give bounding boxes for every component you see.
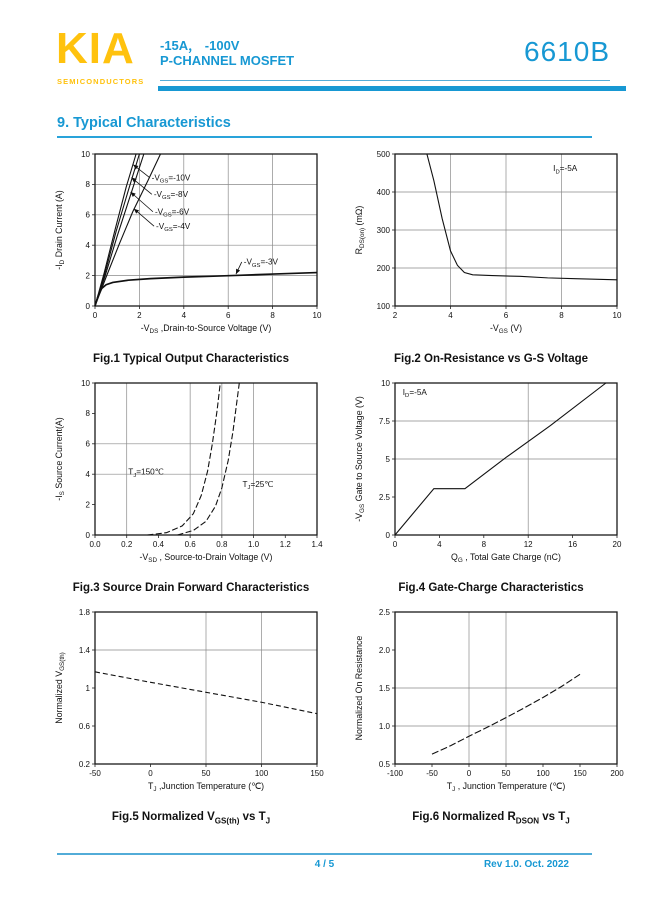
- annotation: $-V_{GS}=-4V$: [156, 222, 191, 234]
- fig6-chart: [351, 604, 631, 806]
- svg-text:400: 400: [376, 187, 390, 197]
- annotation: $I_D=-5A$: [402, 387, 427, 399]
- svg-text:0.6: 0.6: [78, 721, 90, 731]
- svg-text:10: 10: [612, 311, 622, 320]
- page-number: 4 / 5: [314, 859, 335, 870]
- kia-logo: KIA: [56, 24, 135, 73]
- svg-text:5: 5: [385, 454, 390, 464]
- svg-text:2: 2: [85, 500, 90, 510]
- fig1-caption: Fig.1 Typical Output Characteristics: [93, 353, 289, 365]
- svg-text:10: 10: [381, 378, 390, 388]
- svg-text:2.0: 2.0: [378, 645, 390, 655]
- svg-text:0.4: 0.4: [152, 540, 164, 549]
- svg-text:10: 10: [312, 311, 322, 320]
- svg-text:0.2: 0.2: [78, 759, 90, 769]
- svg-text:8: 8: [559, 311, 564, 320]
- svg-text:10: 10: [81, 149, 90, 159]
- footer-rule: [57, 853, 592, 855]
- series-TJ=150C: [147, 383, 220, 535]
- figure-1: [46, 146, 336, 365]
- series-TJ=25C: [177, 383, 239, 535]
- svg-text:16: 16: [568, 540, 578, 549]
- svg-text:-100: -100: [386, 769, 404, 778]
- svg-text:0: 0: [85, 301, 90, 311]
- x-axis-label: $T_J$ , Junction Temperature (℃): [446, 781, 566, 794]
- figure-5: [46, 604, 336, 825]
- svg-text:10: 10: [81, 378, 90, 388]
- svg-text:8: 8: [481, 540, 487, 549]
- annotation: $-V_{GS}=-10V$: [151, 173, 191, 185]
- part-number: 6610B: [524, 36, 610, 67]
- y-axis-label: $-V_{GS}$ Gate to Source Voltage (V): [354, 396, 367, 522]
- svg-text:-50: -50: [426, 769, 438, 778]
- svg-text:-50: -50: [89, 769, 101, 778]
- y-axis-label: $R_{DS(on)}$ (mΩ): [354, 205, 367, 255]
- series-VGS=-8V: [95, 154, 139, 306]
- svg-text:1.8: 1.8: [78, 607, 90, 617]
- y-axis-label: $-I_D$ Drain Current (A): [54, 190, 67, 270]
- svg-text:0.2: 0.2: [121, 540, 133, 549]
- svg-text:100: 100: [536, 769, 550, 778]
- svg-text:2: 2: [137, 311, 142, 320]
- svg-text:200: 200: [376, 263, 390, 273]
- svg-text:500: 500: [376, 149, 390, 159]
- svg-text:300: 300: [376, 225, 390, 235]
- svg-text:2.5: 2.5: [378, 492, 390, 502]
- svg-text:50: 50: [501, 769, 511, 778]
- header-rule-thick: [158, 86, 626, 91]
- y-axis-label: Normalized $V_{GS(th)}$: [54, 652, 67, 724]
- annotation: $-V_{GS}=-3V$: [243, 257, 278, 269]
- svg-text:0.6: 0.6: [184, 540, 196, 549]
- figure-3: [46, 375, 336, 594]
- header-rule-thin: [160, 80, 610, 81]
- fig5-caption: Fig.5 Normalized $V_{GS(th)}$ vs $T_J$: [111, 811, 271, 826]
- svg-text:150: 150: [573, 769, 587, 778]
- x-axis-label: $T_J$ ,Junction Temperature (℃): [147, 781, 265, 794]
- svg-text:2: 2: [85, 271, 90, 281]
- svg-text:6: 6: [225, 311, 231, 320]
- x-axis-label: $Q_G$ , Total Gate Charge (nC): [451, 552, 561, 565]
- svg-text:100: 100: [254, 769, 269, 778]
- svg-text:8: 8: [270, 311, 275, 320]
- figure-2: [346, 146, 636, 365]
- series-VGS=-6V: [95, 154, 144, 306]
- svg-text:1.0: 1.0: [248, 540, 260, 549]
- svg-text:0.5: 0.5: [378, 759, 390, 769]
- x-axis-label: $-V_{DS}$ ,Drain-to-Source Voltage (V): [140, 323, 272, 336]
- svg-text:4: 4: [181, 311, 187, 320]
- section-rule: [57, 136, 592, 138]
- svg-text:0: 0: [85, 530, 90, 540]
- svg-text:0.8: 0.8: [216, 540, 228, 549]
- svg-text:2.5: 2.5: [378, 607, 390, 617]
- section-title: 9. Typical Characteristics: [57, 115, 231, 131]
- fig3-caption: Fig.3 Source Drain Forward Characteristics: [72, 582, 310, 594]
- svg-text:1: 1: [85, 683, 90, 693]
- series-VGS=-10V: [95, 154, 136, 306]
- series-VGS=-3V: [95, 273, 317, 306]
- annotation: $T_J=150℃$: [128, 467, 164, 479]
- y-axis-label: $-I_S$ Source Current(A): [54, 417, 67, 501]
- annotation: $I_D=-5A$: [553, 164, 578, 176]
- fig3-chart: [51, 375, 331, 577]
- fig2-caption: Fig.2 On-Resistance vs G-S Voltage: [393, 353, 589, 365]
- svg-text:6: 6: [85, 210, 90, 220]
- fig1-chart: [51, 146, 331, 348]
- svg-text:12: 12: [523, 540, 533, 549]
- svg-text:0.0: 0.0: [89, 540, 101, 549]
- device-rating: -15A， -100V: [160, 38, 240, 53]
- x-axis-label: $-V_{GS}$ (V): [489, 323, 523, 336]
- svg-text:6: 6: [503, 311, 509, 320]
- svg-text:0: 0: [385, 530, 390, 540]
- svg-text:6: 6: [85, 439, 90, 449]
- svg-text:0: 0: [148, 769, 153, 778]
- annotation: $T_J=25℃$: [242, 479, 274, 491]
- logo-subtitle: SEMICONDUCTORS: [57, 77, 145, 86]
- charts-grid: [46, 146, 636, 825]
- svg-text:8: 8: [85, 180, 90, 190]
- device-type: P-CHANNEL MOSFET: [160, 53, 295, 68]
- svg-text:1.5: 1.5: [378, 683, 390, 693]
- svg-text:150: 150: [310, 769, 324, 778]
- svg-text:4: 4: [437, 540, 442, 549]
- revision-label: Rev 1.0. Oct. 2022: [483, 859, 569, 870]
- fig6-caption: Fig.6 Normalized $R_{DSON}$ vs $T_J$: [412, 811, 570, 826]
- series-RDS(on): [427, 154, 617, 280]
- fig2-chart: [351, 146, 631, 348]
- fig4-caption: Fig.4 Gate-Charge Characteristics: [398, 582, 584, 594]
- svg-text:50: 50: [201, 769, 211, 778]
- svg-text:4: 4: [85, 241, 90, 250]
- fig4-chart: [351, 375, 631, 577]
- y-axis-label: Normalized On Resistance: [354, 635, 364, 741]
- svg-text:200: 200: [610, 769, 624, 778]
- svg-text:1.2: 1.2: [279, 540, 291, 549]
- svg-text:8: 8: [85, 409, 90, 419]
- svg-text:0: 0: [392, 540, 398, 549]
- svg-text:0: 0: [466, 769, 472, 778]
- annotation: $-V_{GS}=-8V$: [153, 190, 189, 202]
- svg-text:4: 4: [85, 470, 90, 479]
- annotation: $-V_{GS}=-6V$: [154, 207, 190, 219]
- figure-6: [346, 604, 636, 825]
- svg-text:20: 20: [612, 540, 622, 549]
- fig5-chart: [51, 604, 331, 806]
- x-axis-label: $-V_{SD}$ , Source-to-Drain Voltage (V): [139, 552, 273, 565]
- svg-text:4: 4: [448, 311, 453, 320]
- svg-text:1.4: 1.4: [311, 540, 323, 549]
- svg-text:100: 100: [376, 301, 390, 311]
- figure-4: [346, 375, 636, 594]
- svg-text:0: 0: [92, 311, 98, 320]
- svg-text:1.0: 1.0: [378, 721, 390, 731]
- svg-text:2: 2: [392, 311, 398, 320]
- svg-text:7.5: 7.5: [378, 416, 390, 426]
- svg-text:1.4: 1.4: [78, 645, 90, 655]
